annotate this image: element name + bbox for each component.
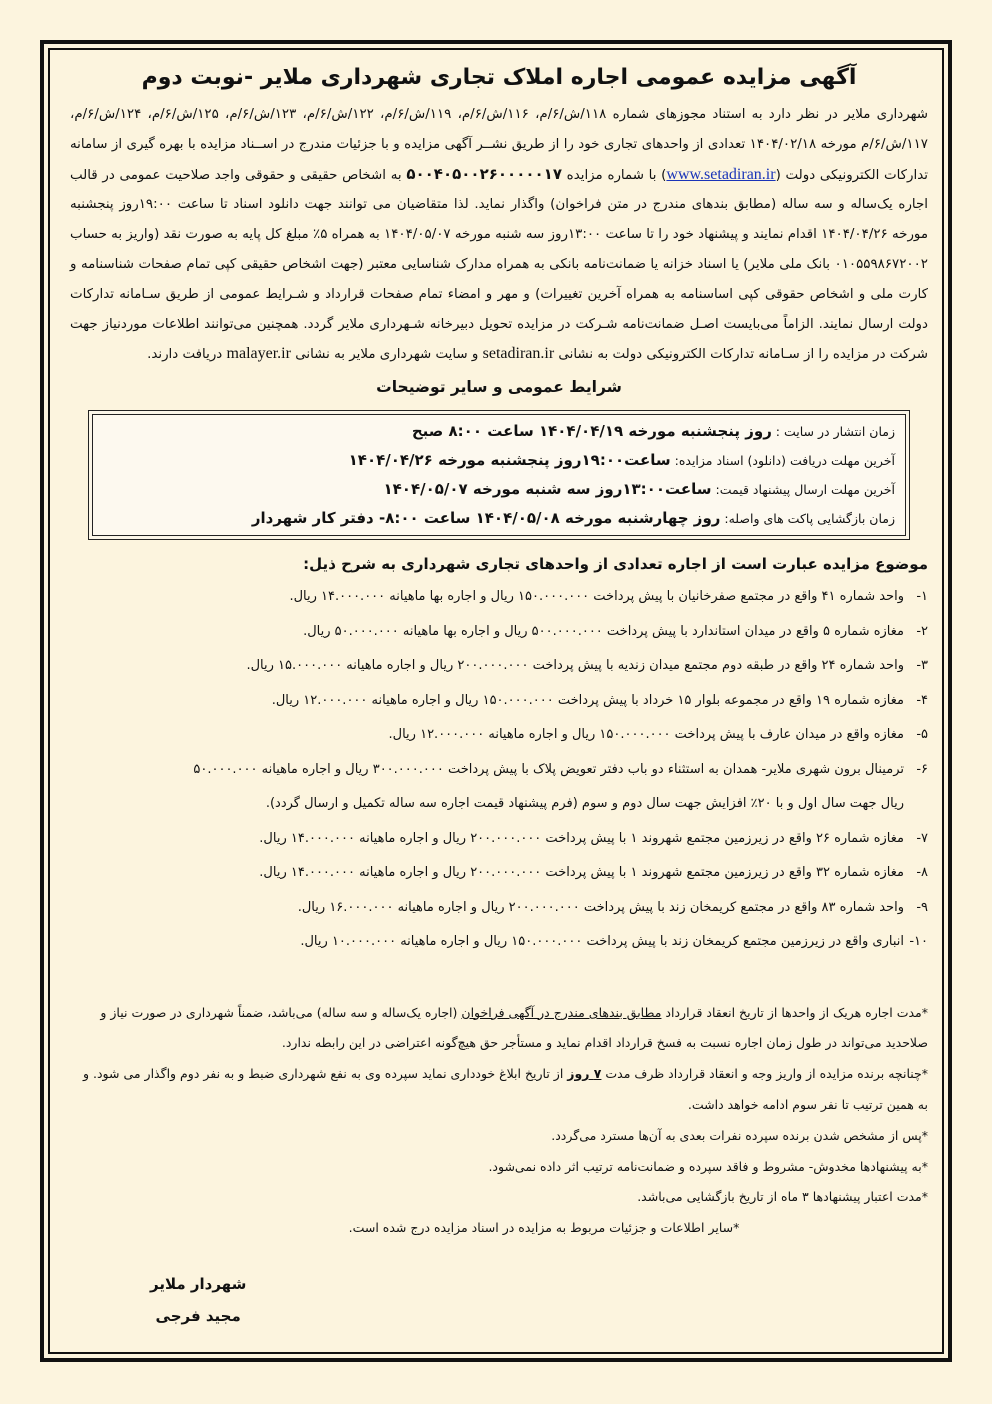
list-item bbox=[70, 891, 928, 926]
note-underlined: مطابق بندهای مندرج در آگهی فراخوان bbox=[461, 1004, 662, 1020]
schedule-row-publish bbox=[103, 417, 895, 446]
signature-name: مجید فرجی bbox=[155, 1307, 241, 1325]
signature-role: شهردار ملایر bbox=[150, 1275, 247, 1293]
item-text: انباری واقع در زیرزمین مجتمع کریمخان زند با پیش پرداخت ۱۵۰.۰۰۰.۰۰۰ ریال و اجاره ماهیانه ۱۰.۰۰۰.۰۰۰ ریال. bbox=[300, 934, 904, 950]
item-text: واحد شماره ۸۳ واقع در مجتمع کریمخان زند با پیش پرداخت ۲۰۰.۰۰۰.۰۰۰ ریال و اجاره ماهیانه ۱۶.۰۰۰.۰۰۰ ریال. bbox=[297, 899, 904, 915]
item-text: ریال جهت سال اول و با ۲۰٪ افزایش جهت سال دوم و سوم (فرم پیشنهاد قیمت اجاره سه ساله تکمیل و ارسال گردد). bbox=[265, 796, 904, 812]
item-text: واحد شماره ۴۱ واقع در مجتمع صفرخانیان با پیش پرداخت ۱۵۰.۰۰۰.۰۰۰ ریال و اجاره بها ماهیانه ۱۴.۰۰۰.۰۰۰ ریال. bbox=[289, 589, 904, 605]
schedule-value: ساعت۱۳:۰۰روز سه شنبه مورخه ۱۴۰۴/۰۵/۰۷ bbox=[383, 480, 712, 499]
schedule-row-download bbox=[103, 446, 895, 475]
announcement-content bbox=[70, 58, 928, 1244]
auction-number: ۵۰۰۴۰۵۰۰۲۶۰۰۰۰۰۱۷ bbox=[406, 164, 562, 183]
item-text: مغازه شماره ۳۲ واقع در زیرزمین مجتمع شهروند ۱ با پیش پرداخت ۲۰۰.۰۰۰.۰۰۰ ریال و اجاره ماهیانه ۱۴.۰۰۰.۰۰۰ ریال. bbox=[259, 865, 904, 881]
section-subtitle: شرایط عمومی و سایر توضیحات bbox=[376, 378, 622, 397]
subject-heading: موضوع مزایده عبارت است از اجاره تعدادی از واحدهای تجاری شهرداری به شرح ذیل: bbox=[303, 555, 928, 574]
setadiran-address: setadiran.ir bbox=[482, 345, 555, 363]
list-item bbox=[70, 925, 928, 960]
note-text: *چنانچه برنده مزایده از واریز وجه و انعقاد قرارداد ظرف مدت bbox=[601, 1066, 928, 1082]
item-number: ۶- bbox=[916, 761, 928, 777]
list-item bbox=[70, 615, 928, 650]
schedule-box bbox=[88, 410, 910, 540]
schedule-row-submit bbox=[103, 475, 895, 504]
schedule-label: زمان بازگشایی پاکت های واصله: bbox=[720, 511, 895, 527]
item-text: مغازه واقع در میدان عارف با پیش پرداخت ۱۵۰.۰۰۰.۰۰۰ ریال و اجاره ماهیانه ۱۲.۰۰۰.۰۰۰ ریال. bbox=[388, 727, 904, 743]
note-winner-deadline bbox=[70, 1059, 928, 1121]
signature-block bbox=[150, 1268, 246, 1332]
item-text: واحد شماره ۲۴ واقع در طبقه دوم مجتمع میدان زندیه با پیش پرداخت ۲۰۰.۰۰۰.۰۰۰ ریال و اجاره ماهیانه ۱۵.۰۰۰.۰۰۰ ریال. bbox=[246, 658, 904, 674]
item-number: ۴- bbox=[916, 692, 928, 708]
list-item bbox=[70, 718, 928, 753]
list-item bbox=[70, 580, 928, 615]
schedule-value: روز چهارشنبه مورخه ۱۴۰۴/۰۵/۰۸ ساعت ۸:۰۰- دفتر کار شهردار bbox=[251, 509, 721, 528]
item-number: ۸- bbox=[916, 865, 928, 881]
intro-text-4: و سایت شهرداری ملایر به نشانی bbox=[290, 347, 483, 363]
malayer-address: malayer.ir bbox=[226, 345, 291, 363]
setadiran-link[interactable]: www.setadiran.ir bbox=[666, 165, 776, 183]
note-text: از تاریخ ابلاغ خودداری نماید سپرده وی به نفع شهرداری ضبط و به نفر دوم واگذار می شود. و به همین ترتیب تا نفر سوم ادامه خواهد داشت. bbox=[83, 1066, 928, 1113]
note-validity: *مدت اعتبار پیشنهادها ۳ ماه از تاریخ بازگشایی می‌باشد. bbox=[637, 1189, 928, 1205]
list-item-continuation bbox=[70, 787, 928, 822]
item-number: ۱۰- bbox=[909, 934, 928, 950]
item-number: ۲- bbox=[916, 623, 928, 639]
note-text: *مدت اجاره هریک از واحدها از تاریخ انعقاد قرارداد bbox=[661, 1004, 928, 1020]
list-item bbox=[70, 856, 928, 891]
page-title: آگهی مزایده عمومی اجاره املاک تجاری شهرداری ملایر -نوبت دوم bbox=[141, 65, 857, 90]
item-text: مغازه شماره ۲۶ واقع در زیرزمین مجتمع شهروند ۱ با پیش پرداخت ۲۰۰.۰۰۰.۰۰۰ ریال و اجاره ماهیانه ۱۴.۰۰۰.۰۰۰ ریال. bbox=[259, 830, 904, 846]
item-text: مغازه شماره ۱۹ واقع در مجموعه بلوار ۱۵ خرداد با پیش پرداخت ۱۵۰.۰۰۰.۰۰۰ ریال و اجاره ماهیانه ۱۲.۰۰۰.۰۰۰ ریال. bbox=[271, 692, 904, 708]
item-text: مغازه شماره ۵ واقع در میدان استاندارد با پیش پرداخت ۵۰۰.۰۰۰.۰۰۰ ریال و اجاره بها ماهیانه ۵۰.۰۰۰.۰۰۰ ریال. bbox=[303, 623, 904, 639]
intro-text-2: ) با شماره مزایده bbox=[561, 167, 667, 183]
schedule-inner bbox=[92, 414, 906, 536]
list-item bbox=[70, 753, 928, 788]
list-item bbox=[70, 684, 928, 719]
list-item bbox=[70, 822, 928, 857]
items-list bbox=[70, 580, 928, 960]
intro-paragraph bbox=[70, 100, 928, 370]
intro-text-5: دریافت دارند. bbox=[147, 347, 227, 363]
schedule-row-opening bbox=[103, 504, 895, 533]
note-lease-term bbox=[70, 998, 928, 1060]
item-number: ۳- bbox=[916, 658, 928, 674]
intro-text-3: به اشخاص حقیقی و حقوقی واجد صلاحیت عمومی در قالب اجاره یک‌ساله و سه ساله (مطابق بندهای مندرج در متن فراخوان) واگذار نماید. لذا متقاضیان می توانند جهت دانلود اسناد تا ساعت ۱۹:۰۰روز پنجشنبه مورخه ۱۴۰۴/۰۴/۲۶ اقدام نمایند و پیشنهاد خود را تا ساعت ۱۳:۰۰روز سه شنبه مورخه ۱۴۰۴/۰۵/۰۷ به همراه ۵٪ مبلغ کل پایه به صورت نقد (واریز به حساب ۰۱۰۵۵۹۸۶۷۲۰۰۲ بانک ملی ملایر) یا اسناد خزانه یا ضمانت‌نامه بانکی به همراه مدارک شناسایی معتبر (جهت اشخاص حقیقی کپی تمام صفحات شناسنامه و کارت ملی و اشخاص حقوقی کپی اساسنامه به همراه آخرین تغییرات) و مهر و امضاء تمام صفحات قرارداد و شـرایط عمومی از طریق سـامانه تدارکات دولت ارسال نمایند. الزاماً می‌بایست اصـل ضمانت‌نامه شـرکت در مزایده تحویل دبیرخانه شـهرداری ملایر گردد. همچنین می‌توانند اطلاعات موردنیاز جهت شرکت در مزایده را از سـامانه تدارکات الکترونیکی دولت به نشانی bbox=[70, 167, 928, 363]
note-other-info: *سایر اطلاعات و جزئیات مربوط به مزایده در اسناد مزایده درج شده است. bbox=[348, 1220, 740, 1236]
schedule-label: آخرین مهلت دریافت (دانلود) اسناد مزایده: bbox=[670, 453, 895, 469]
intro-text-1: شهرداری ملایر در نظر دارد به استناد مجوزهای شماره ۱۱۸/ش/۶/م، ۱۱۶/ش/۶/م، ۱۱۹/ش/۶/م، ۱۲۲/ش/۶/م، ۱۲۳/ش/۶/م، ۱۲۵/ش/۶/م، ۱۲۴/ش/۶/م، ۱۱۷/ش/۶/م مورخه ۱۴۰۴/۰۲/۱۸ تعدادی از واحدهای تجاری خود را از طریق نشــر آگهی مزایده و با جزئیات مندرج در اســناد مزایده با بهره گیری از سامانه تدارکات الکترونیکی دولت ( bbox=[70, 107, 929, 183]
item-text: ترمینال برون شهری ملایر- همدان به استثناء دو باب دفتر تعویض پلاک با پیش پرداخت ۳۰۰.۰۰۰.۰۰۰ ریال و اجاره ماهیانه ۵۰.۰۰۰.۰۰۰ bbox=[193, 761, 904, 777]
schedule-label: آخرین مهلت ارسال پیشنهاد قیمت: bbox=[711, 482, 895, 498]
note-deposit-return: *پس از مشخص شدن برنده سپرده نفرات بعدی به آن‌ها مسترد می‌گردد. bbox=[551, 1127, 928, 1143]
notes-section bbox=[70, 998, 928, 1244]
note-days: ۷ روز bbox=[567, 1066, 602, 1082]
note-text: (اجاره یک‌ساله و سه ساله) می‌باشد، ضمناً شهرداری در صورت نیاز و صلاحدید می‌تواند در طول زمان اجاره نسبت به فسخ قرارداد اقدام نماید و مستأجر حق هیچ‌گونه اعتراضی در این رابطه ندارد. bbox=[100, 1004, 928, 1051]
item-number: ۷- bbox=[916, 830, 928, 846]
item-number: ۹- bbox=[916, 899, 928, 915]
schedule-value: روز پنجشنبه مورخه ۱۴۰۴/۰۴/۱۹ ساعت ۸:۰۰ صبح bbox=[411, 422, 772, 441]
list-item bbox=[70, 649, 928, 684]
schedule-label: زمان انتشار در سایت : bbox=[771, 424, 895, 440]
note-invalid-bids: *به پیشنهادها مخدوش- مشروط و فاقد سپرده و ضمانت‌نامه ترتیب اثر داده نمی‌شود. bbox=[488, 1158, 928, 1174]
schedule-value: ساعت۱۹:۰۰روز پنجشنبه مورخه ۱۴۰۴/۰۴/۲۶ bbox=[348, 451, 671, 470]
item-number: ۵- bbox=[916, 727, 928, 743]
item-number: ۱- bbox=[916, 589, 928, 605]
